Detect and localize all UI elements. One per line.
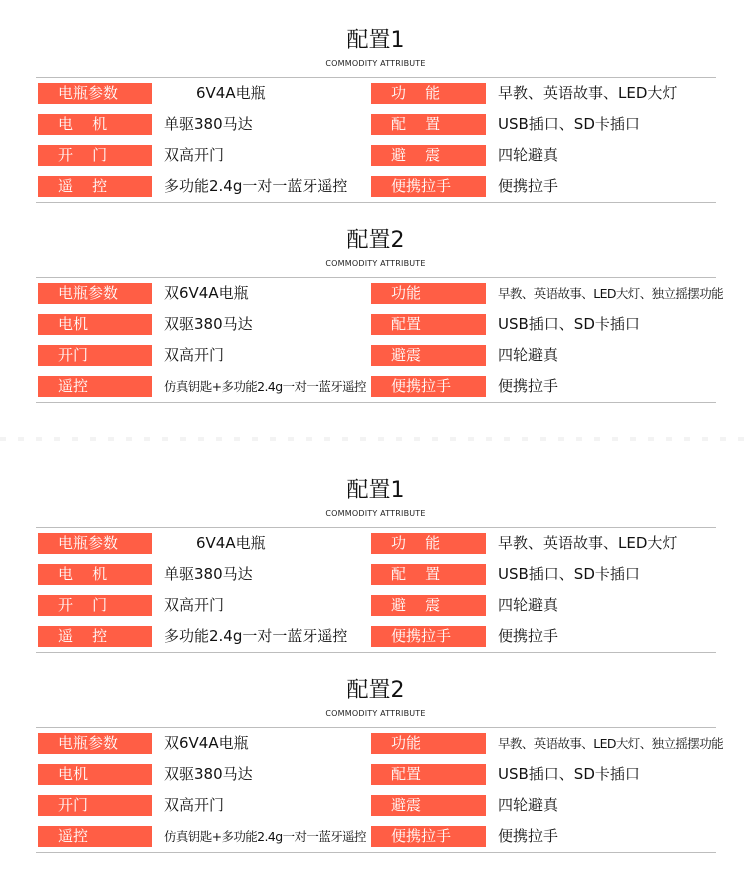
row-label: 遥控	[38, 376, 152, 397]
row-value: 早教、英语故事、LED大灯、独立摇摆功能	[498, 286, 723, 301]
spec-table	[36, 77, 716, 203]
row-label: 便携拉手	[371, 826, 486, 847]
row-value: 双高开门	[164, 346, 225, 364]
row-value: USB插口、SD卡插口	[498, 765, 640, 783]
table-row	[36, 821, 716, 852]
row-value: 双高开门	[164, 796, 225, 814]
table-row	[36, 559, 716, 590]
table-row	[36, 371, 716, 402]
row-value: 6V4A电瓶	[196, 84, 266, 102]
row-label: 开 门	[38, 595, 152, 616]
row-label: 遥 控	[38, 626, 152, 647]
row-value: 双6V4A电瓶	[164, 734, 249, 752]
block-title: 配置1	[346, 478, 405, 503]
row-label: 配 置	[371, 114, 486, 135]
spec-table	[36, 727, 723, 853]
block-title: 配置2	[346, 228, 405, 253]
row-value: 多功能2.4g一对一蓝牙遥控	[164, 627, 348, 645]
row-value: 双高开门	[164, 596, 225, 614]
block-title: 配置1	[346, 28, 405, 53]
table-row	[36, 590, 716, 621]
row-value: 便携拉手	[498, 377, 559, 395]
row-value: 四轮避真	[498, 146, 559, 164]
row-label: 避 震	[371, 595, 486, 616]
block-subtitle: COMMODITY ATTRIBUTE	[325, 259, 426, 268]
row-value: 四轮避真	[498, 796, 559, 814]
row-label: 功 能	[371, 83, 486, 104]
table-row	[36, 340, 716, 371]
row-value: 双驱380马达	[164, 315, 253, 333]
spec-table	[36, 527, 716, 653]
row-value: 早教、英语故事、LED大灯	[498, 534, 678, 552]
table-row	[36, 728, 723, 759]
row-label: 遥控	[38, 826, 152, 847]
row-value: USB插口、SD卡插口	[498, 565, 640, 583]
row-label: 电机	[38, 764, 152, 785]
row-label: 配 置	[371, 564, 486, 585]
row-value: 仿真钥匙+多功能2.4g一对一蓝牙遥控	[164, 379, 366, 394]
section-divider	[0, 437, 751, 441]
row-value: 多功能2.4g一对一蓝牙遥控	[164, 177, 348, 195]
table-row	[36, 109, 716, 140]
row-label: 电瓶参数	[38, 533, 152, 554]
row-label: 电瓶参数	[38, 733, 152, 754]
spec-table	[36, 277, 723, 403]
row-value: 便携拉手	[498, 627, 559, 645]
row-label: 功能	[371, 733, 486, 754]
row-value: USB插口、SD卡插口	[498, 115, 640, 133]
block-subtitle: COMMODITY ATTRIBUTE	[325, 509, 426, 518]
row-value: 早教、英语故事、LED大灯	[498, 84, 678, 102]
row-label: 开门	[38, 795, 152, 816]
row-value: 早教、英语故事、LED大灯、独立摇摆功能	[498, 736, 723, 751]
row-value: USB插口、SD卡插口	[498, 315, 640, 333]
row-value: 双驱380马达	[164, 765, 253, 783]
table-row	[36, 790, 716, 821]
row-label: 功 能	[371, 533, 486, 554]
row-label: 避震	[371, 345, 486, 366]
row-value: 单驱380马达	[164, 115, 253, 133]
row-label: 配置	[371, 764, 486, 785]
row-value: 便携拉手	[498, 177, 559, 195]
table-row	[36, 621, 716, 652]
table-row	[36, 278, 723, 309]
row-label: 电瓶参数	[38, 283, 152, 304]
row-value: 单驱380马达	[164, 565, 253, 583]
row-label: 开 门	[38, 145, 152, 166]
row-value: 6V4A电瓶	[196, 534, 266, 552]
row-label: 电机	[38, 314, 152, 335]
table-row	[36, 78, 716, 109]
row-label: 避震	[371, 795, 486, 816]
row-label: 避 震	[371, 145, 486, 166]
row-label: 电 机	[38, 564, 152, 585]
row-label: 功能	[371, 283, 486, 304]
block-subtitle: COMMODITY ATTRIBUTE	[325, 59, 426, 68]
table-row	[36, 528, 716, 559]
row-value: 四轮避真	[498, 346, 559, 364]
row-label: 便携拉手	[371, 376, 486, 397]
block-title: 配置2	[346, 678, 405, 703]
row-value: 仿真钥匙+多功能2.4g一对一蓝牙遥控	[164, 829, 366, 844]
row-label: 遥 控	[38, 176, 152, 197]
row-value: 四轮避真	[498, 596, 559, 614]
row-label: 电 机	[38, 114, 152, 135]
row-value: 双高开门	[164, 146, 225, 164]
row-label: 配置	[371, 314, 486, 335]
block-subtitle: COMMODITY ATTRIBUTE	[325, 709, 426, 718]
row-label: 开门	[38, 345, 152, 366]
row-label: 便携拉手	[371, 626, 486, 647]
table-row	[36, 171, 716, 202]
row-label: 电瓶参数	[38, 83, 152, 104]
table-row	[36, 309, 716, 340]
row-value: 便携拉手	[498, 827, 559, 845]
row-value: 双6V4A电瓶	[164, 284, 249, 302]
table-row	[36, 140, 716, 171]
row-label: 便携拉手	[371, 176, 486, 197]
table-row	[36, 759, 716, 790]
